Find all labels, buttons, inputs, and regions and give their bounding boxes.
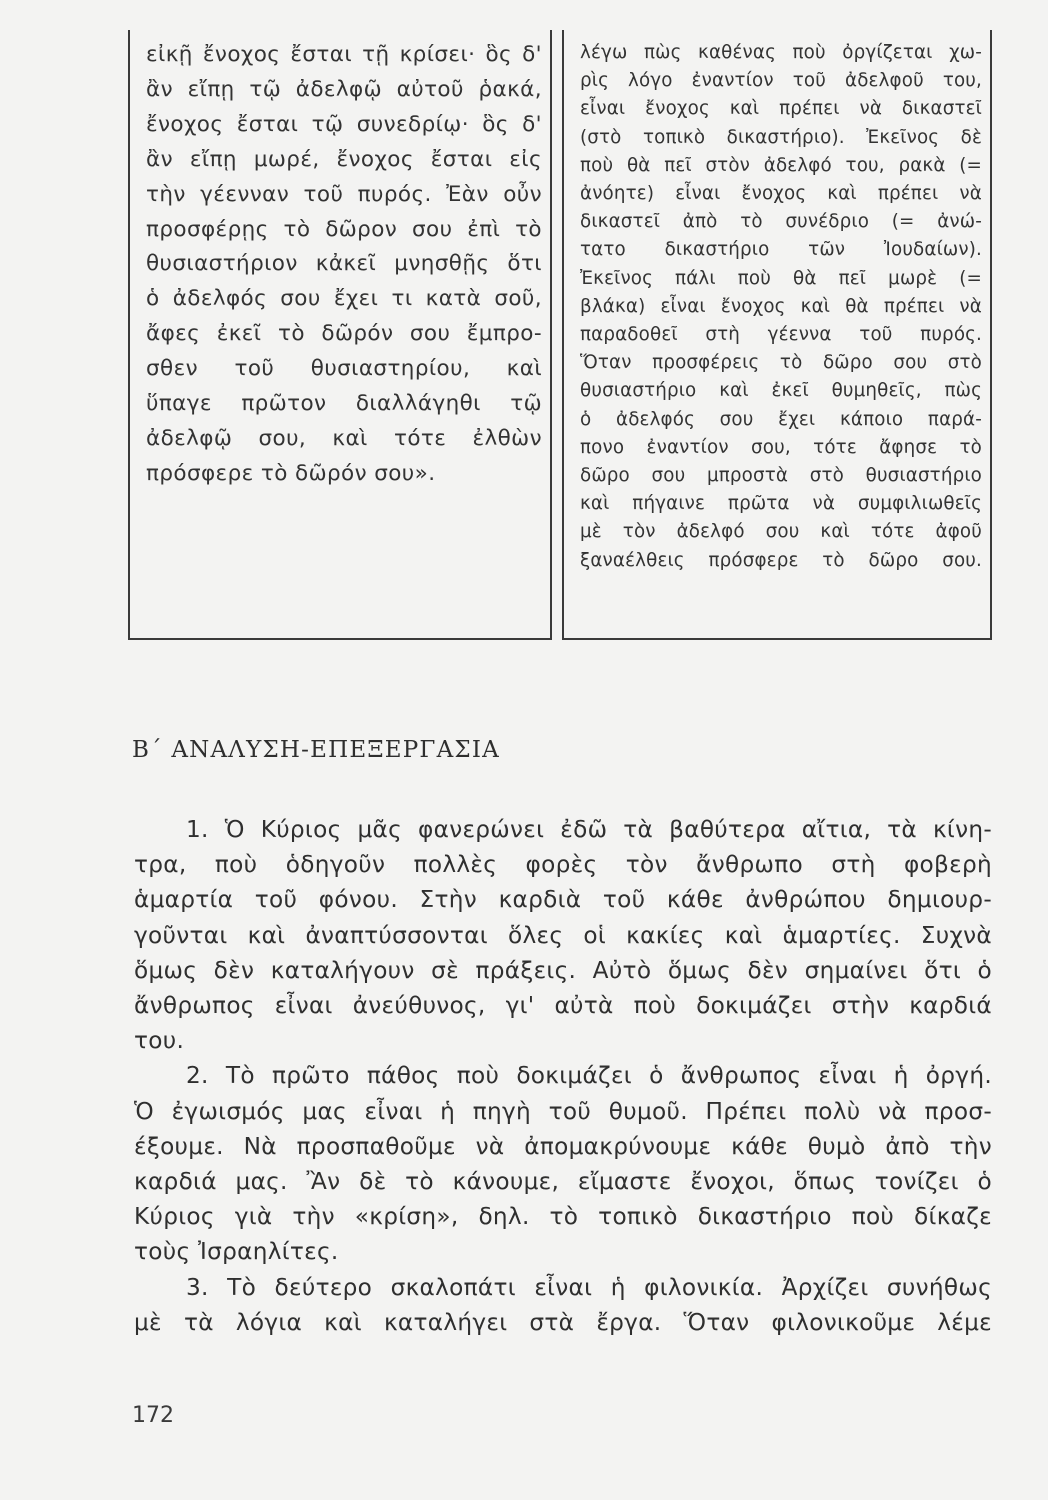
body-text [134, 812, 992, 1340]
section-title: Β΄ ΑΝΑΛΥΣΗ-ΕΠΕΞΕΡΓΑΣΙΑ [132, 737, 500, 763]
original-text-line: ὁ ἀδελφός σου ἔχει τι κατὰ σοῦ, [146, 286, 542, 312]
translation-text-line: ἀνόητε) εἶναι ἔνοχος καὶ πρέπει νὰ [580, 183, 982, 205]
translation-text-line: ρὶς λόγο ἐναντίον τοῦ ἀδελφοῦ του, [580, 70, 982, 92]
original-text-line: πρόσφερε τὸ δῶρόν σου». [146, 460, 436, 486]
body-line: 3. Τὸ δεύτερο σκαλοπάτι εἶναι ἡ φιλονικία. Ἀρχίζει συνήθως [186, 1273, 992, 1301]
translation-text-line: (στὸ τοπικὸ δικαστήριο). Ἐκεῖνος δὲ [580, 126, 982, 148]
body-line: του. [134, 1027, 185, 1055]
original-text-line: τὴν γέενναν τοῦ πυρός. Ἐὰν οὖν [146, 181, 542, 207]
body-line: ἁμαρτία τοῦ φόνου. Στὴν καρδιὰ τοῦ κάθε ἀνθρώπου δημιουρ- [134, 886, 992, 914]
original-text-line: ἂν εἴπῃ τῷ ἀδελφῷ αὐτοῦ ῥακά, [146, 76, 542, 102]
translation-text-line: θυσιαστήριο καὶ ἐκεῖ θυμηθεῖς, πὼς [580, 380, 982, 402]
translation-text-line: ὁ ἀδελφός σου ἔχει κάποιο παρά- [580, 408, 982, 430]
original-text-line: εἰκῇ ἔνοχος ἔσται τῇ κρίσει· ὃς δ' [146, 42, 542, 67]
translation-text-line: τατο δικαστήριο τῶν Ἰουδαίων). [580, 239, 982, 261]
body-line: ἄνθρωπος εἶναι ἀνεύθυνος, γι' αὐτὰ ποὺ δοκιμάζει στὴν καρδιά [134, 992, 992, 1020]
body-line: Ὁ ἐγωισμός μας εἶναι ἡ πηγὴ τοῦ θυμοῦ. Πρέπει πολὺ νὰ προσ- [134, 1097, 992, 1125]
translation-text-line: ξαναέλθεις πρόσφερε τὸ δῶρο σου. [580, 549, 982, 571]
body-line: μὲ τὰ λόγια καὶ καταλήγει στὰ ἔργα. Ὅταν φιλονικοῦμε λέμε [134, 1308, 992, 1336]
translation-text-line: ποὺ θὰ πεῖ στὸν ἀδελφό του, ρακὰ (= [580, 154, 982, 176]
original-text-column [146, 38, 542, 492]
body-line: καρδιά μας. Ἂν δὲ τὸ κάνουμε, εἴμαστε ἔνοχοι, ὅπως τονίζει ὁ [134, 1168, 992, 1196]
translation-text-line: δικαστεῖ ἀπὸ τὸ συνέδριο (= ἀνώ- [580, 211, 982, 233]
original-text-line: ἔνοχος ἔσται τῷ συνεδρίῳ· ὃς δ' [146, 111, 542, 137]
translation-text-line: μὲ τὸν ἀδελφό σου καὶ τότε ἀφοῦ [580, 521, 982, 543]
original-text-line: σθεν τοῦ θυσιαστηρίου, καὶ [146, 356, 542, 382]
translation-text-column [580, 39, 982, 575]
body-line: 1. Ὁ Κύριος μᾶς φανερώνει ἐδῶ τὰ βαθύτερα αἴτια, τὰ κίνη- [186, 816, 992, 843]
translation-text-line: δῶρο σου μπροστὰ στὸ θυσιαστήριο [580, 465, 982, 487]
body-line: 2. Τὸ πρῶτο πάθος ποὺ δοκιμάζει ὁ ἄνθρωπος εἶναι ἡ ὀργή. [186, 1062, 992, 1090]
original-text-line: ἂν εἴπῃ μωρέ, ἔνοχος ἔσται εἰς [146, 146, 542, 172]
body-line: Κύριος γιὰ τὴν «κρίση», δηλ. τὸ τοπικὸ δικαστήριο ποὺ δίκαζε [134, 1203, 992, 1231]
translation-text-line: παραδοθεῖ στὴ γέεννα τοῦ πυρός. [580, 324, 982, 346]
original-text-line: θυσιαστήριον κἀκεῖ μνησθῇς ὅτι [146, 251, 542, 277]
body-line: γοῦνται καὶ ἀναπτύσσονται ὅλες οἱ κακίες καὶ ἁμαρτίες. Συχνὰ [134, 921, 992, 949]
original-text-line: ἄφες ἐκεῖ τὸ δῶρόν σου ἔμπρο- [146, 321, 542, 347]
translation-text-line: λέγω πὼς καθένας ποὺ ὀργίζεται χω- [580, 42, 982, 63]
original-text-line: ἀδελφῷ σου, καὶ τότε ἐλθὼν [146, 425, 542, 451]
body-line: τρα, ποὺ ὁδηγοῦν πολλὲς φορὲς τὸν ἄνθρωπο στὴ φοβερὴ [134, 851, 992, 879]
translation-text-line: πονο ἐναντίον σου, τότε ἄφησε τὸ [580, 436, 982, 458]
translation-text-line: εἶναι ἔνοχος καὶ πρέπει νὰ δικαστεῖ [580, 98, 982, 120]
translation-text-line: Ὅταν προσφέρεις τὸ δῶρο σου στὸ [580, 352, 982, 374]
body-line: έξουμε. Νὰ προσπαθοῦμε νὰ ἀπομακρύνουμε κάθε θυμὸ ἀπὸ τὴν [134, 1132, 992, 1160]
body-line: τοὺς Ἰσραηλίτες. [134, 1238, 339, 1266]
original-text-line: προσφέρῃς τὸ δῶρον σου ἐπὶ τὸ [146, 216, 542, 242]
original-text-line: ὕπαγε πρῶτον διαλλάγηθι τῷ [146, 391, 542, 417]
body-line: ὅμως δὲν καταλήγουν σὲ πράξεις. Αὐτὸ ὅμως δὲν σημαίνει ὅτι ὁ [134, 956, 992, 984]
translation-text-line: Ἐκεῖνος πάλι ποὺ θὰ πεῖ μωρὲ (= [580, 267, 982, 289]
page-number: 172 [132, 1403, 174, 1428]
translation-text-line: βλάκα) εἶναι ἔνοχος καὶ θὰ πρέπει νὰ [580, 295, 982, 317]
translation-text-line: καὶ πήγαινε πρῶτα νὰ συμφιλιωθεῖς [580, 493, 982, 515]
